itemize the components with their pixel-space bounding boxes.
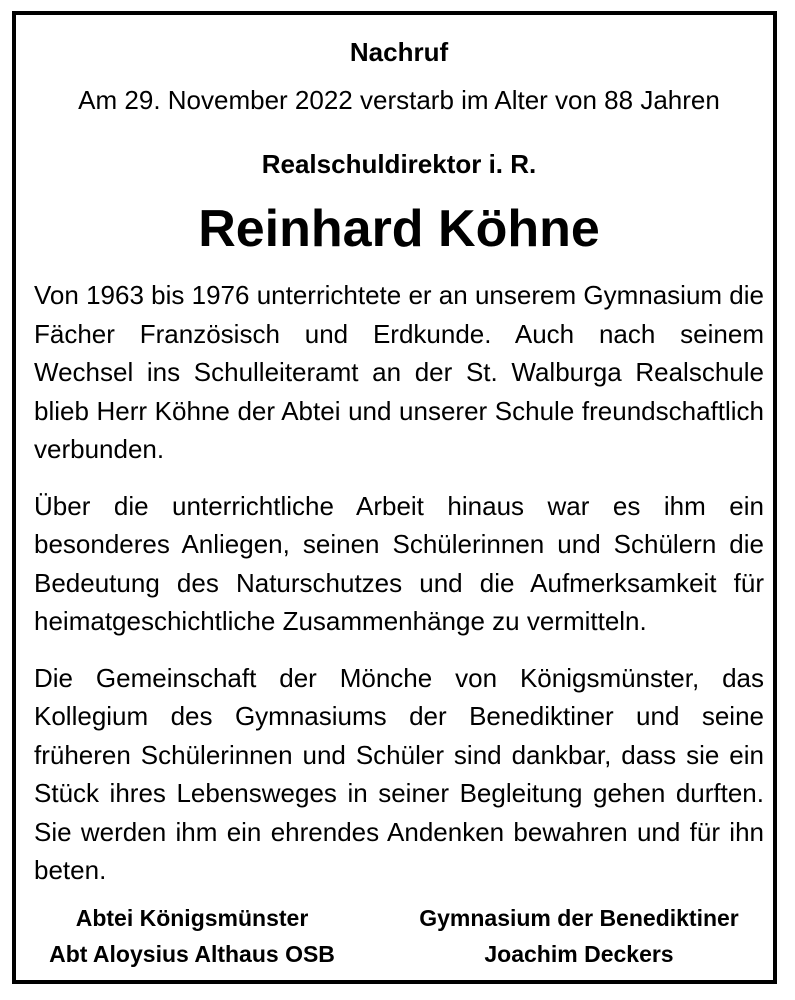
signature-block bbox=[34, 900, 764, 980]
signature-left bbox=[34, 900, 350, 972]
signature-left-person: Abt Aloysius Althaus OSB bbox=[49, 941, 335, 967]
deceased-name: Reinhard Köhne bbox=[198, 200, 600, 258]
notice-heading: Nachruf bbox=[349, 37, 449, 67]
signature-right bbox=[394, 900, 764, 972]
signature-right-person: Joachim Deckers bbox=[484, 941, 674, 967]
paragraph-career: Von 1963 bis 1976 unterrichtete er an unserem Gymnasium die Fächer Französisch und Erdkunde. Auch nach seinem Wechsel ins Schulleiteramt an der St. Walburga Realschule blieb Herr Köhne der Abtei und unserer Schule freundschaftlich verbunden. bbox=[34, 280, 764, 464]
obituary-notice bbox=[34, 32, 764, 890]
signature-left-institution: Abtei Königsmünster bbox=[75, 905, 309, 931]
signature-right-institution: Gymnasium der Benediktiner bbox=[419, 905, 739, 931]
deceased-title: Realschuldirektor i. R. bbox=[261, 149, 537, 179]
paragraph-gratitude: Die Gemeinschaft der Mönche von Königsmünster, das Kollegium des Gymnasiums der Benediktiner und seine früheren Schülerinnen und Schüler sind dankbar, dass sie ein Stück ihres Lebensweges in seiner Begleitung gehen durften. Sie werden ihm ein ehrendes Andenken bewahren und für ihn beten. bbox=[34, 662, 764, 885]
paragraph-engagement: Über die unterrichtliche Arbeit hinaus war es ihm ein besonderes Anliegen, seinen Schülerinnen und Schülern die Bedeutung des Naturschutzes und die Aufmerksamkeit für heimatgeschichtliche Zusammenhänge zu vermitteln. bbox=[34, 490, 764, 636]
death-announcement: Am 29. November 2022 verstarb im Alter von 88 Jahren bbox=[78, 85, 720, 115]
